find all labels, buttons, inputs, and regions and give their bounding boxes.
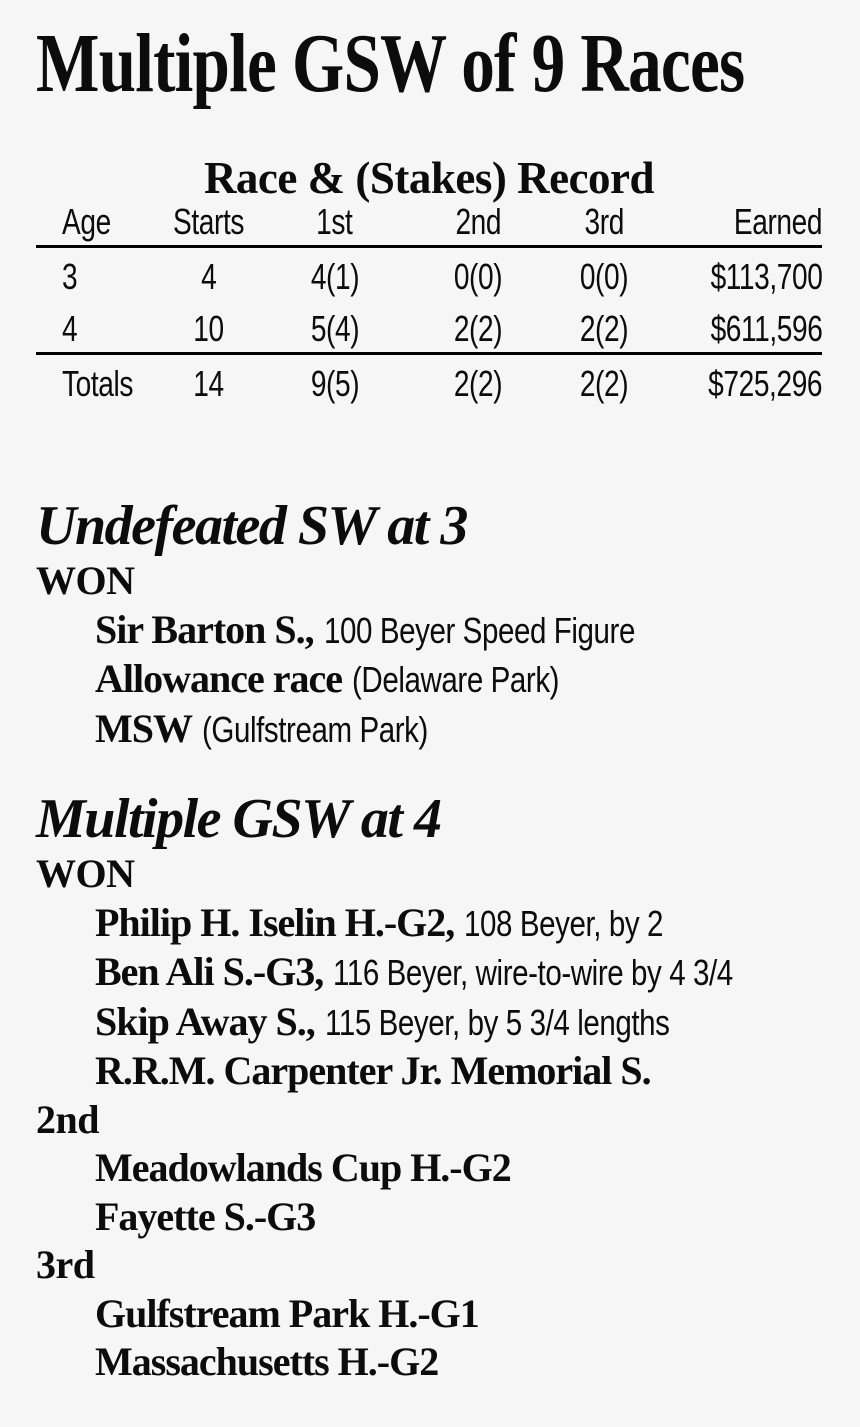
race-entry (95, 948, 822, 998)
table-cell: $725,296 (653, 354, 822, 408)
header-cell: 1st (268, 204, 402, 247)
table-cell: 5(4) (310, 308, 359, 349)
table-cell: 9(5) (268, 354, 402, 408)
race-entry (95, 1193, 822, 1242)
section-heading: Undefeated SW at 3 (36, 495, 467, 557)
table-cell: 2(2) (579, 308, 629, 349)
entry-detail: 115 Beyer, by 5 3/4 lengths (324, 1001, 670, 1043)
totals-row (36, 354, 822, 408)
entry-name: Allowance race (95, 656, 343, 701)
page (0, 17, 860, 1427)
group-label: WON (36, 851, 135, 896)
race-entry (95, 1144, 822, 1193)
race-entry (95, 899, 822, 949)
entry-name: Philip H. Iselin H.-G2, (95, 899, 455, 945)
table-cell: 2(2) (401, 354, 554, 408)
table-cell: 2(2) (555, 354, 653, 408)
entry-name: Massachusetts H.-G2 (95, 1339, 439, 1384)
header-cell: Earned (653, 204, 822, 247)
race-entry (95, 1338, 822, 1387)
entry-detail: (Gulfstream Park) (202, 708, 428, 750)
table-cell: 0(0) (579, 256, 629, 297)
stakes-summary (36, 495, 822, 1387)
race-record-section (36, 152, 822, 407)
race-entry (95, 1047, 822, 1096)
table-cell: 0(0) (453, 256, 503, 297)
record-section-title: Race & (Stakes) Record (203, 153, 655, 203)
entry-name: Fayette S.-G3 (95, 1193, 316, 1239)
header-cell: Age (36, 204, 150, 247)
section (36, 788, 822, 1387)
table-cell: Totals (36, 354, 150, 408)
group-label: 3rd (36, 1242, 95, 1287)
race-entry (95, 1290, 822, 1339)
table-row (36, 300, 822, 354)
race-entry (95, 998, 822, 1048)
page-title: Multiple GSW of 9 Races (36, 17, 745, 110)
entry-name: Sir Barton S., (95, 606, 314, 652)
group-label: 2nd (36, 1096, 99, 1142)
table-cell: $113,700 (710, 256, 822, 297)
entry-detail: 100 Beyer Speed Figure (323, 609, 635, 651)
table-cell: 2(2) (453, 308, 503, 349)
table-cell: 3 (62, 256, 78, 297)
table-header-row (36, 204, 822, 247)
header-cell: Starts (150, 204, 268, 247)
section (36, 495, 822, 754)
table-cell: 4 (62, 308, 78, 349)
race-entry (95, 705, 822, 755)
race-entry (95, 655, 822, 705)
entry-name: MSW (95, 705, 192, 751)
group-label: WON (36, 558, 135, 603)
record-table (36, 201, 822, 407)
entry-detail: 108 Beyer, by 2 (464, 902, 664, 944)
entry-name: Gulfstream Park H.-G1 (95, 1290, 479, 1336)
entry-detail: 116 Beyer, wire-to-wire by 4 3/4 (333, 952, 734, 993)
entry-name: Skip Away S., (95, 998, 315, 1044)
header-cell: 2nd (401, 204, 554, 247)
table-cell: 4(1) (310, 256, 359, 297)
table-cell: $611,596 (710, 308, 822, 349)
table-cell: 14 (150, 354, 268, 408)
entry-detail: (Delaware Park) (352, 659, 560, 700)
table-row (36, 247, 822, 301)
race-entry (95, 606, 822, 656)
header-cell: 3rd (555, 204, 653, 247)
section-heading: Multiple GSW at 4 (36, 788, 441, 850)
table-cell: 10 (193, 308, 225, 349)
entry-name: R.R.M. Carpenter Jr. Memorial S. (95, 1048, 651, 1093)
table-cell: 4 (201, 256, 217, 297)
entry-name: Ben Ali S.-G3, (95, 949, 324, 994)
entry-name: Meadowlands Cup H.-G2 (95, 1145, 511, 1190)
